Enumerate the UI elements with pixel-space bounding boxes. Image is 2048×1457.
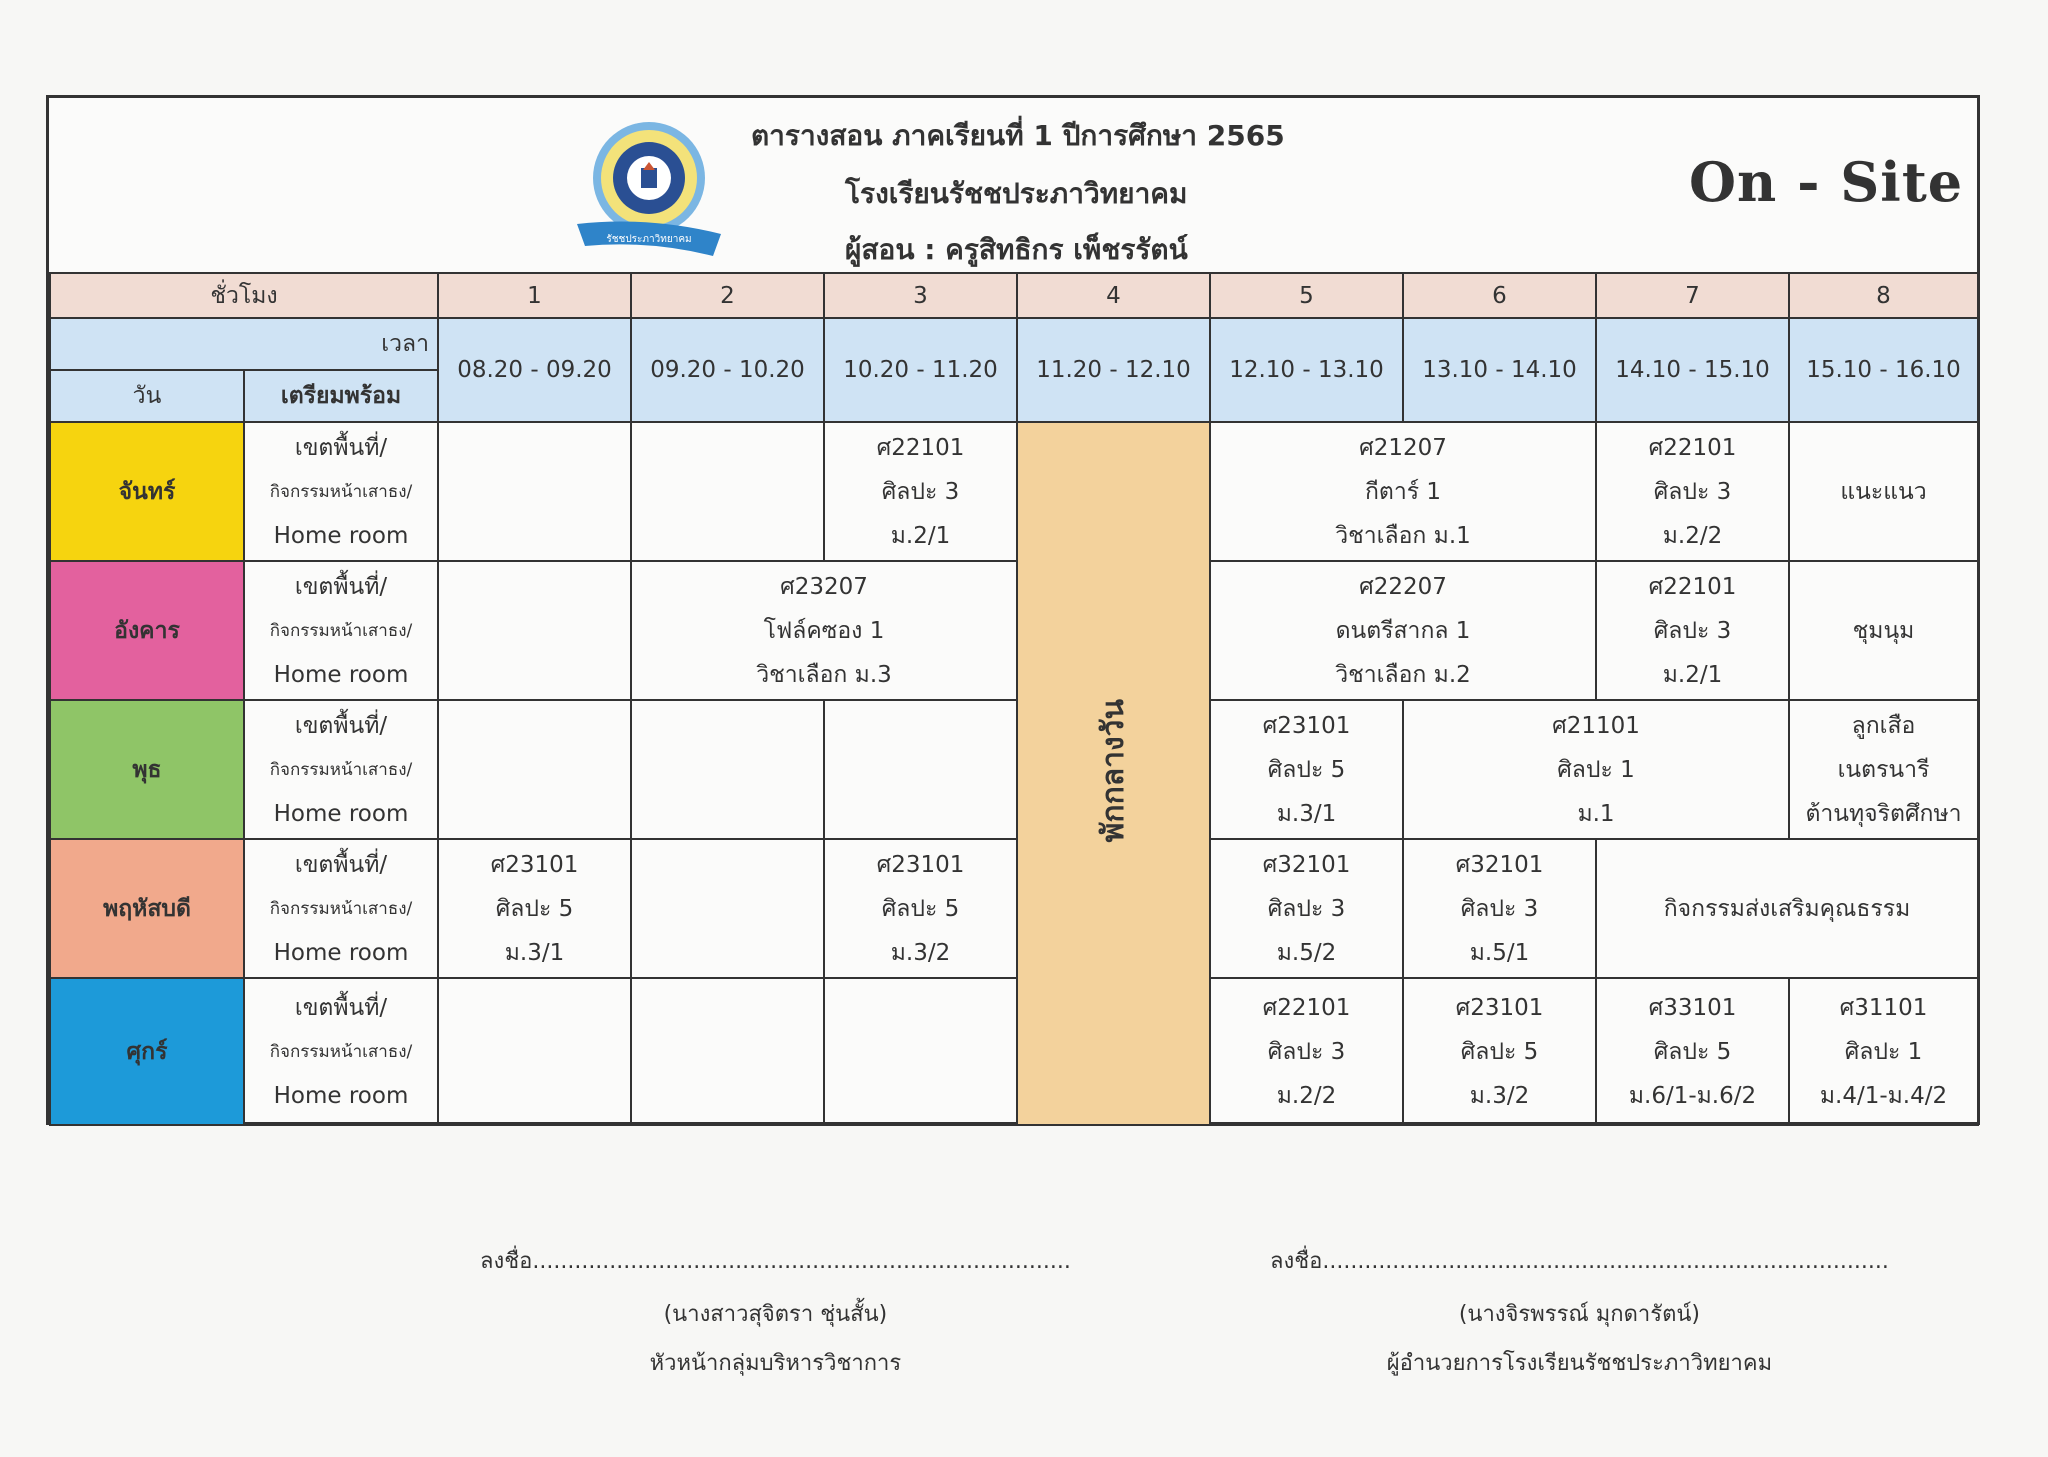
class-group: ม.3/1 xyxy=(1276,800,1337,827)
class-subject: ศิลปะ 1 xyxy=(1557,756,1635,783)
signer-name: (นางจิรพรรณ์ มุกดารัตน์) xyxy=(1458,1302,1700,1327)
class-subject: ศิลปะ 5 xyxy=(1460,1038,1539,1065)
activity-line: เนตรนารี xyxy=(1837,756,1930,783)
logo-banner-text: รัชชประภาวิทยาคม xyxy=(606,234,692,245)
class-group: ม.3/2 xyxy=(1469,1082,1530,1109)
day-row-tuesday xyxy=(50,561,1978,700)
class-code: ศ23101 xyxy=(1455,994,1544,1021)
period-label: ชั่วโมง xyxy=(50,273,438,318)
class-cell xyxy=(1596,978,1789,1125)
activity-cell: ชุมนุม xyxy=(1789,561,1978,700)
class-group: ม.2/2 xyxy=(1662,522,1723,549)
class-group: ม.2/1 xyxy=(1662,661,1723,688)
class-group: ม.3/2 xyxy=(890,939,951,966)
signer-role: หัวหน้ากลุ่มบริหารวิชาการ xyxy=(649,1351,902,1376)
schedule-table xyxy=(49,272,1979,1126)
class-cell xyxy=(1210,978,1403,1125)
prep-label: เตรียมพร้อม xyxy=(244,370,438,422)
class-code: ศ21207 xyxy=(1359,434,1447,461)
class-code: ศ22101 xyxy=(1262,994,1351,1021)
day-label: วัน xyxy=(50,370,244,422)
prep-cell xyxy=(244,839,438,978)
time-5: 12.10 - 13.10 xyxy=(1210,318,1403,422)
prep-line: Home room xyxy=(273,1082,409,1109)
empty-cell xyxy=(824,700,1017,839)
class-group: ม.4/1-ม.4/2 xyxy=(1819,1082,1948,1109)
prep-line: Home room xyxy=(273,661,409,688)
period-4: 4 xyxy=(1017,273,1210,318)
day-monday: จันทร์ xyxy=(50,422,244,561)
class-subject: ศิลปะ 3 xyxy=(1460,895,1539,922)
class-cell xyxy=(1403,839,1596,978)
class-subject: ศิลปะ 3 xyxy=(1267,895,1346,922)
prep-line: เขตพื้นที่/ xyxy=(294,851,388,878)
signature-right xyxy=(1270,1243,1889,1380)
prep-cell xyxy=(244,700,438,839)
class-subject: โฟล์คซอง 1 xyxy=(763,617,885,644)
timetable-sheet xyxy=(46,95,1980,1125)
signer-role: ผู้อำนวยการโรงเรียนรัชชประภาวิทยาคม xyxy=(1386,1351,1773,1376)
lunch-break-cell xyxy=(1017,422,1210,1125)
period-6: 6 xyxy=(1403,273,1596,318)
prep-cell xyxy=(244,422,438,561)
empty-cell xyxy=(631,839,824,978)
class-code: ศ32101 xyxy=(1455,851,1544,878)
empty-cell xyxy=(631,978,824,1125)
time-6: 13.10 - 14.10 xyxy=(1403,318,1596,422)
signer-name: (นางสาวสุจิตรา ชุ่นสั้น) xyxy=(663,1302,888,1327)
empty-cell xyxy=(824,978,1017,1125)
activity-cell xyxy=(1789,700,1978,839)
activity-line: ต้านทุจริตศึกษา xyxy=(1805,800,1962,827)
class-subject: ศิลปะ 5 xyxy=(881,895,960,922)
class-cell xyxy=(824,839,1017,978)
class-code: ศ22101 xyxy=(1648,573,1737,600)
day-row-monday xyxy=(50,422,1978,561)
class-cell xyxy=(1210,561,1596,700)
signature-line: ลงชื่อ................................................................................. xyxy=(1270,1249,1889,1274)
class-code: ศ22207 xyxy=(1359,573,1447,600)
time-4: 11.20 - 12.10 xyxy=(1017,318,1210,422)
prep-line: Home room xyxy=(273,522,409,549)
period-7: 7 xyxy=(1596,273,1789,318)
class-cell xyxy=(1403,978,1596,1125)
period-5: 5 xyxy=(1210,273,1403,318)
teacher-name: ผู้สอน : ครูสิทธิกร เพ็ชรรัตน์ xyxy=(845,233,1188,266)
period-2: 2 xyxy=(631,273,824,318)
time-8: 15.10 - 16.10 xyxy=(1789,318,1978,422)
school-name: โรงเรียนรัชชประภาวิทยาคม xyxy=(845,177,1188,210)
prep-cell xyxy=(244,978,438,1125)
class-group: ม.5/2 xyxy=(1276,939,1337,966)
day-row-friday xyxy=(50,978,1978,1125)
class-cell xyxy=(438,839,631,978)
class-group: ม.1 xyxy=(1577,800,1615,827)
empty-cell xyxy=(438,978,631,1125)
class-cell xyxy=(631,561,1017,700)
class-cell xyxy=(1210,839,1403,978)
class-group: ม.2/2 xyxy=(1276,1082,1337,1109)
class-code: ศ21101 xyxy=(1552,712,1640,739)
timetable-header xyxy=(49,98,1977,274)
class-subject: ดนตรีสากล 1 xyxy=(1335,617,1471,644)
class-code: ศ23101 xyxy=(876,851,965,878)
class-group: วิชาเลือก ม.2 xyxy=(1335,661,1471,688)
period-row xyxy=(50,273,1978,318)
prep-line: กิจกรรมหน้าเสาธง/ xyxy=(269,898,413,919)
class-cell xyxy=(1596,561,1789,700)
class-code: ศ31101 xyxy=(1839,994,1928,1021)
period-3: 3 xyxy=(824,273,1017,318)
day-row-thursday xyxy=(50,839,1978,978)
signature-line: ลงชื่อ............................................................................. xyxy=(480,1249,1071,1274)
day-thursday: พฤหัสบดี xyxy=(50,839,244,978)
prep-line: Home room xyxy=(273,939,409,966)
class-code: ศ23207 xyxy=(780,573,868,600)
class-code: ศ23101 xyxy=(490,851,579,878)
signature-left xyxy=(480,1243,1071,1380)
on-site-badge: On - Site xyxy=(1689,150,1964,214)
day-tuesday: อังคาร xyxy=(50,561,244,700)
class-subject: ศิลปะ 3 xyxy=(1267,1038,1346,1065)
class-subject: ศิลปะ 3 xyxy=(881,478,960,505)
prep-line: เขตพื้นที่/ xyxy=(294,573,388,600)
class-cell xyxy=(824,422,1017,561)
prep-line: เขตพื้นที่/ xyxy=(294,712,388,739)
class-group: ม.5/1 xyxy=(1469,939,1530,966)
class-cell xyxy=(1210,422,1596,561)
class-cell xyxy=(1210,700,1403,839)
timetable-title: ตารางสอน ภาคเรียนที่ 1 ปีการศึกษา 2565 xyxy=(751,119,1285,152)
empty-cell xyxy=(631,422,824,561)
class-subject: ศิลปะ 5 xyxy=(1653,1038,1732,1065)
class-code: ศ23101 xyxy=(1262,712,1351,739)
activity-cell: แนะแนว xyxy=(1789,422,1978,561)
day-row-wednesday xyxy=(50,700,1978,839)
prep-line: เขตพื้นที่/ xyxy=(294,994,388,1021)
class-subject: ศิลปะ 3 xyxy=(1653,617,1732,644)
activity-cell: กิจกรรมส่งเสริมคุณธรรม xyxy=(1596,839,1978,978)
empty-cell xyxy=(438,422,631,561)
class-group: ม.3/1 xyxy=(504,939,565,966)
class-subject: ศิลปะ 5 xyxy=(1267,756,1346,783)
period-1: 1 xyxy=(438,273,631,318)
empty-cell xyxy=(438,561,631,700)
empty-cell xyxy=(631,700,824,839)
class-cell xyxy=(1403,700,1789,839)
time-7: 14.10 - 15.10 xyxy=(1596,318,1789,422)
prep-cell xyxy=(244,561,438,700)
prep-line: กิจกรรมหน้าเสาธง/ xyxy=(269,1041,413,1062)
class-group: ม.2/1 xyxy=(890,522,951,549)
time-3: 10.20 - 11.20 xyxy=(824,318,1017,422)
class-subject: ศิลปะ 5 xyxy=(495,895,574,922)
prep-line: เขตพื้นที่/ xyxy=(294,434,388,461)
class-subject: กีตาร์ 1 xyxy=(1364,478,1442,505)
class-code: ศ33101 xyxy=(1648,994,1737,1021)
empty-cell xyxy=(438,700,631,839)
prep-line: กิจกรรมหน้าเสาธง/ xyxy=(269,481,413,502)
day-friday: ศุกร์ xyxy=(50,978,244,1125)
prep-line: กิจกรรมหน้าเสาธง/ xyxy=(269,620,413,641)
time-1: 08.20 - 09.20 xyxy=(438,318,631,422)
class-cell xyxy=(1596,422,1789,561)
time-row xyxy=(50,318,1978,370)
time-2: 09.20 - 10.20 xyxy=(631,318,824,422)
class-code: ศ22101 xyxy=(876,434,965,461)
class-subject: ศิลปะ 3 xyxy=(1653,478,1732,505)
class-subject: ศิลปะ 1 xyxy=(1844,1038,1923,1065)
class-code: ศ22101 xyxy=(1648,434,1737,461)
class-group: ม.6/1-ม.6/2 xyxy=(1628,1082,1757,1109)
activity-line: ลูกเสือ xyxy=(1851,712,1916,739)
prep-line: กิจกรรมหน้าเสาธง/ xyxy=(269,759,413,780)
class-cell xyxy=(1789,978,1978,1125)
prep-line: Home room xyxy=(273,800,409,827)
school-logo-icon xyxy=(569,116,729,266)
day-wednesday: พุธ xyxy=(50,700,244,839)
class-code: ศ32101 xyxy=(1262,851,1351,878)
period-8: 8 xyxy=(1789,273,1978,318)
class-group: วิชาเลือก ม.1 xyxy=(1335,522,1471,549)
lunch-break-label: พักกลางวัน xyxy=(1096,698,1131,843)
time-label: เวลา xyxy=(50,318,438,370)
class-group: วิชาเลือก ม.3 xyxy=(756,661,892,688)
